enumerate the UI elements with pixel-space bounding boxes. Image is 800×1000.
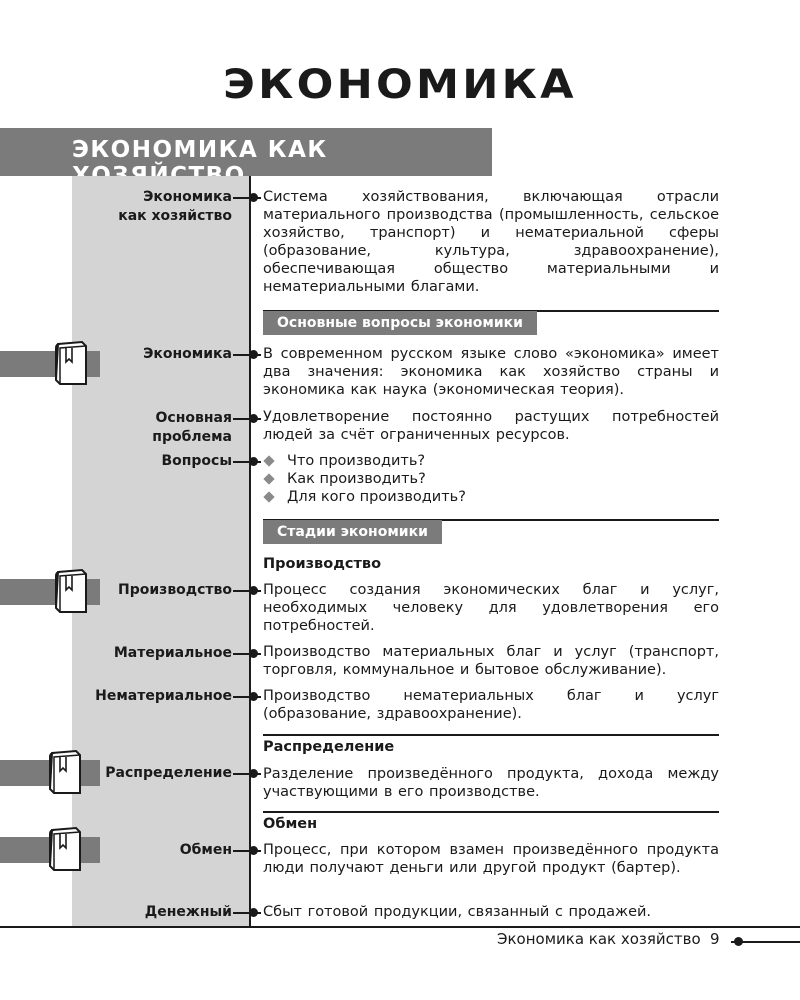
- running-footer: Экономика как хозяйство: [497, 930, 701, 948]
- term-definition: Производство материальных благ и услуг (транспорт, торговля, коммунальное и бытовое обслуживание).: [263, 644, 719, 678]
- term-label: Нематериальное: [95, 688, 232, 704]
- term-definition: Удовлетворение постоянно растущих потребностей людей за счёт ограниченных ресурсов.: [263, 409, 719, 443]
- term-definition: Система хозяйствования, включающая отрасли материального производства (промышленность, сельское хозяйство, транспорт) и нематериальной сферы (образование, культура, здравоохранение), обеспечивающая общество материальными и нематериальными благами.: [263, 189, 719, 295]
- page-title: ЭКОНОМИКА: [223, 62, 577, 108]
- term-definition: Разделение произведённого продукта, дохода между участвующими в его производстве.: [263, 766, 719, 800]
- term-definition: В современном русском языке слово «экономика» имеет два значения: экономика как хозяйство страны и экономика как наука (экономическая теория).: [263, 346, 719, 398]
- term-label: Вопросы: [161, 453, 232, 469]
- term-connector: [233, 193, 261, 203]
- section-title: ЭКОНОМИКА КАК: [72, 137, 328, 163]
- term-connector: [233, 586, 261, 596]
- list-item: Что производить?: [263, 452, 466, 470]
- term-connector: [233, 350, 261, 360]
- list-item: Для кого производить?: [263, 488, 466, 506]
- term-connector: [233, 908, 261, 918]
- term-label: Производство: [118, 582, 232, 598]
- diamond-bullet-icon: [263, 491, 274, 502]
- term-definition: Процесс создания экономических благ и услуг, необходимых человеку для удовлетворения его потребностей.: [263, 582, 719, 634]
- term-label: Экономика: [143, 346, 232, 362]
- page-number: 9: [710, 930, 720, 948]
- diamond-bullet-icon: [263, 455, 274, 466]
- subheading-basic-questions: Основные вопросы экономики: [263, 311, 537, 335]
- term-connector: [233, 692, 261, 702]
- term-label: Экономика как хозяйство: [118, 189, 232, 224]
- list-item: Как производить?: [263, 470, 466, 488]
- term-label: Основная проблема: [152, 410, 232, 445]
- term-connector: [233, 649, 261, 659]
- subheading-stages: Стадии экономики: [263, 520, 442, 544]
- subsection-title-production: Производство: [263, 556, 382, 572]
- term-connector: [233, 457, 261, 467]
- questions-list: [263, 452, 466, 506]
- subheading-rule: [263, 734, 719, 736]
- subsection-title-exchange: Обмен: [263, 816, 318, 832]
- term-column: [72, 176, 249, 926]
- term-definition: Производство нематериальных благ и услуг (образование, здравоохранение).: [263, 688, 719, 722]
- term-label: Материальное: [113, 645, 232, 661]
- term-connector: [233, 414, 261, 424]
- term-definition: Сбыт готовой продукции, связанный с продажей.: [263, 904, 652, 920]
- term-definition: Процесс, при котором взамен произведённого продукта люди получают деньги или другой продукт (бартер).: [263, 842, 719, 876]
- term-label: Обмен: [179, 842, 232, 858]
- subheading-rule: [263, 811, 719, 813]
- section-band: [0, 128, 492, 176]
- term-connector: [233, 846, 261, 856]
- footer-rule: [731, 937, 800, 947]
- subsection-title-distribution: Распределение: [263, 739, 395, 755]
- term-label: Денежный: [144, 904, 232, 920]
- term-label: Распределение: [105, 765, 232, 781]
- term-connector: [233, 769, 261, 779]
- diamond-bullet-icon: [263, 473, 274, 484]
- bottom-rule: [0, 926, 800, 928]
- vertical-rule: [249, 176, 251, 926]
